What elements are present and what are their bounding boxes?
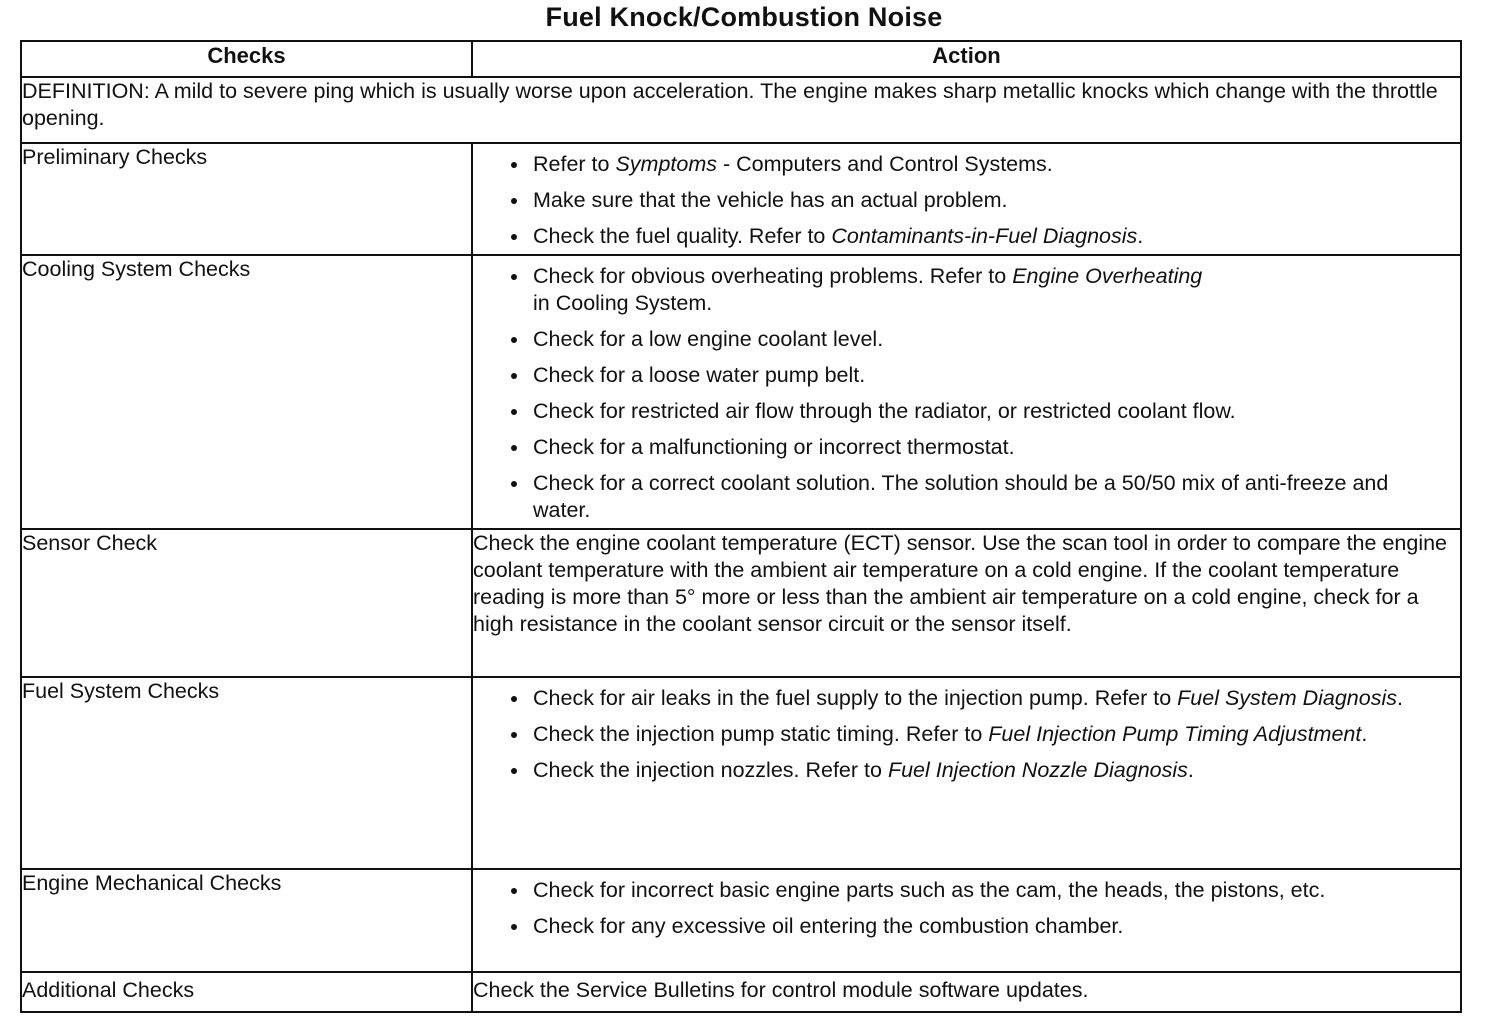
list-item: Check for obvious overheating problems. Refer to Engine Overheating in Cooling System. (509, 263, 1450, 317)
table-row (21, 972, 1461, 1012)
list-item: Check the injection pump static timing. Refer to Fuel Injection Pump Timing Adjustment. (509, 721, 1450, 748)
action-cell (472, 255, 1461, 529)
table-row (21, 143, 1461, 255)
table-row (21, 255, 1461, 529)
list-item: Check for a low engine coolant level. (509, 326, 1450, 353)
list-item: Check the fuel quality. Refer to Contaminants-in-Fuel Diagnosis. (509, 223, 1450, 250)
list-item: Check for a loose water pump belt. (509, 362, 1450, 389)
check-label: Engine Mechanical Checks (21, 869, 472, 972)
table-row (21, 529, 1461, 677)
action-list (473, 144, 1460, 254)
check-label: Cooling System Checks (21, 255, 472, 529)
action-header: Action (472, 41, 1461, 77)
diagnostic-table (20, 40, 1462, 1013)
list-item: Check for incorrect basic engine parts such as the cam, the heads, the pistons, etc. (509, 877, 1450, 904)
list-item: Make sure that the vehicle has an actual problem. (509, 187, 1450, 214)
action-list (473, 256, 1460, 528)
list-item: Check for air leaks in the fuel supply to the injection pump. Refer to Fuel System Diagnosis. (509, 685, 1450, 712)
action-list (473, 870, 1460, 944)
checks-header: Checks (21, 41, 472, 77)
list-item: Check for any excessive oil entering the combustion chamber. (509, 913, 1450, 940)
action-cell (472, 143, 1461, 255)
table-row (21, 677, 1461, 869)
action-text: Check the Service Bulletins for control module software updates. (472, 972, 1461, 1012)
list-item: Check the injection nozzles. Refer to Fuel Injection Nozzle Diagnosis. (509, 757, 1450, 784)
check-label: Fuel System Checks (21, 677, 472, 869)
action-text: Check the engine coolant temperature (ECT) sensor. Use the scan tool in order to compare the engine coolant temperature with the ambient air temperature on a cold engine. If the coolant temperature reading is more than 5° more or less than the ambient air temperature on a cold engine, check for a high resistance in the coolant sensor circuit or the sensor itself. (472, 529, 1461, 677)
list-item: Check for a correct coolant solution. The solution should be a 50/50 mix of anti-freeze and water. (509, 470, 1450, 524)
table-row (21, 869, 1461, 972)
action-cell (472, 677, 1461, 869)
check-label: Additional Checks (21, 972, 472, 1012)
check-label: Preliminary Checks (21, 143, 472, 255)
action-cell (472, 869, 1461, 972)
list-item: Refer to Symptoms - Computers and Control Systems. (509, 151, 1450, 178)
list-item: Check for restricted air flow through the radiator, or restricted coolant flow. (509, 398, 1450, 425)
action-list (473, 678, 1460, 788)
list-item: Check for a malfunctioning or incorrect thermostat. (509, 434, 1450, 461)
header-row (21, 41, 1461, 77)
definition-text: DEFINITION: A mild to severe ping which is usually worse upon acceleration. The engine makes sharp metallic knocks which change with the throttle opening. (21, 77, 1461, 143)
definition-row (21, 77, 1461, 143)
check-label: Sensor Check (21, 529, 472, 677)
page-title: Fuel Knock/Combustion Noise (545, 2, 943, 32)
